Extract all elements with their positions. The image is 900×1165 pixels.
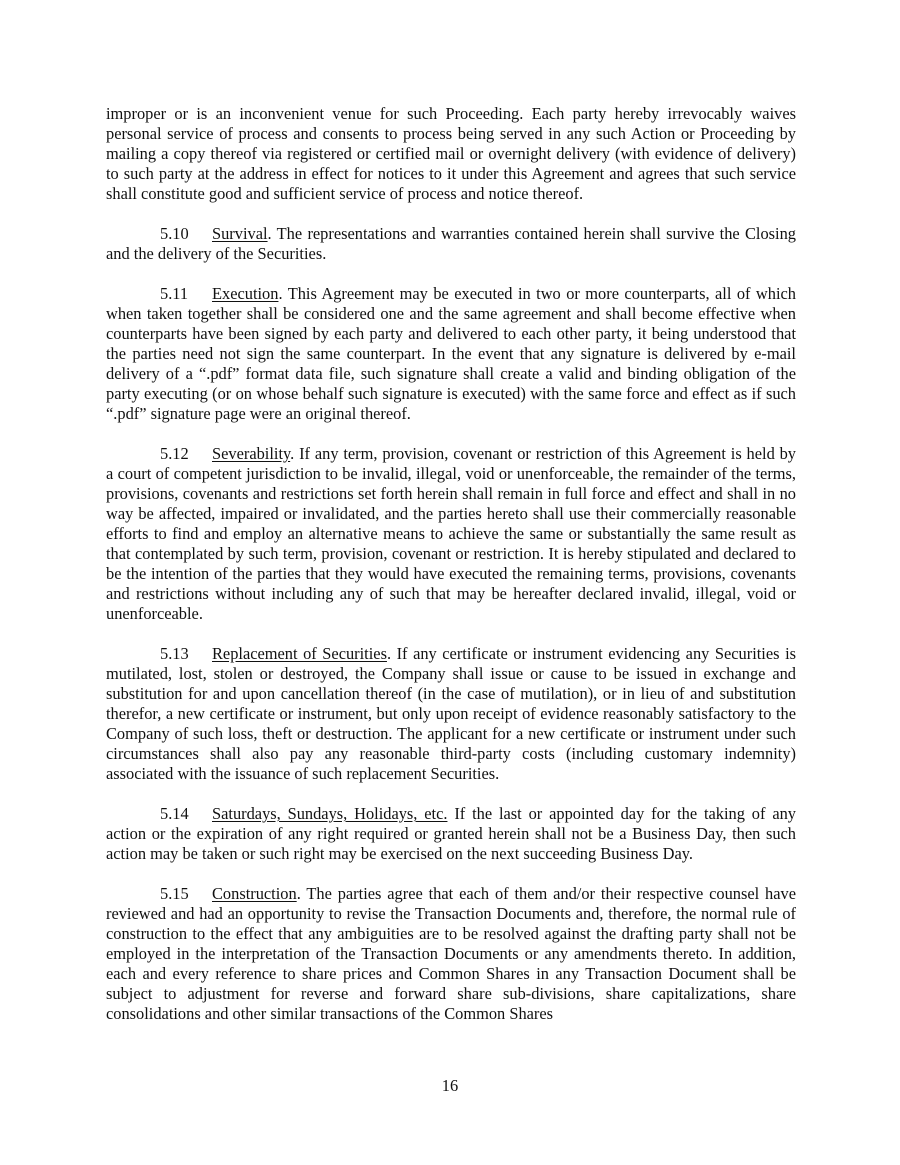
section-number: 5.10 <box>160 224 189 243</box>
section-number: 5.11 <box>160 284 189 303</box>
section-heading: Saturdays, Sundays, Holidays, etc. <box>212 804 448 823</box>
section-body: . This Agreement may be executed in two or more counterparts, all of which when taken together shall be considered one and the same agreement and shall become effective when counterparts have been signed by each party and delivered to each other party, it being understood that the parties need not sign the same counterpart. In the event that any signature is delivered by e-mail delivery of a “.pdf” format data file, such signature shall create a valid and binding obligation of the party executing (or on whose behalf such signature is executed) with the same force and effect as if such “.pdf” signature page were an original thereof. <box>106 284 796 423</box>
section-heading: Execution <box>212 284 279 303</box>
section-5-14 <box>106 804 796 864</box>
page-body <box>106 104 796 1044</box>
section-number: 5.12 <box>160 444 189 463</box>
section-body: . The representations and warranties contained herein shall survive the Closing and the delivery of the Securities. <box>106 224 796 263</box>
section-5-10 <box>106 224 796 264</box>
section-body: . If any certificate or instrument evidencing any Securities is mutilated, lost, stolen or destroyed, the Company shall issue or cause to be issued in exchange and substitution for and upon cancellation thereof (in the case of mutilation), or in lieu of and substitution therefor, a new certificate or instrument, but only upon receipt of evidence reasonably satisfactory to the Company of such loss, theft or destruction. The applicant for a new certificate or instrument under such circumstances shall also pay any reasonable third-party costs (including customary indemnity) associated with the issuance of such replacement Securities. <box>106 644 796 783</box>
section-5-13 <box>106 644 796 784</box>
section-number: 5.14 <box>160 804 189 823</box>
section-heading: Construction <box>212 884 297 903</box>
section-body: . If any term, provision, covenant or restriction of this Agreement is held by a court of competent jurisdiction to be invalid, illegal, void or unenforceable, the remainder of the terms, provisions, covenants and restrictions set forth herein shall remain in full force and effect and shall in no way be affected, impaired or invalidated, and the parties hereto shall use their commercially reasonable efforts to find and employ an alternative means to achieve the same or substantially the same result as that contemplated by such term, provision, covenant or restriction. It is hereby stipulated and declared to be the intention of the parties that they would have executed the remaining terms, provisions, covenants and restrictions without including any of such that may be hereafter declared invalid, illegal, void or unenforceable. <box>106 444 796 623</box>
section-5-15 <box>106 884 796 1024</box>
section-heading: Severability <box>212 444 291 463</box>
section-number: 5.13 <box>160 644 189 663</box>
section-body: . The parties agree that each of them and/or their respective counsel have reviewed and had an opportunity to revise the Transaction Documents and, therefore, the normal rule of construction to the effect that any ambiguities are to be resolved against the drafting party shall not be employed in the interpretation of the Transaction Documents or any amendments thereto. In addition, each and every reference to share prices and Common Shares in any Transaction Document shall be subject to adjustment for reverse and forward share sub-divisions, share capitalizations, share consolidations and other similar transactions of the Common Shares <box>106 884 796 1023</box>
continuation-paragraph: improper or is an inconvenient venue for such Proceeding. Each party hereby irrevocably waives personal service of process and consents to process being served in any such Action or Proceeding by mailing a copy thereof via registered or certified mail or overnight delivery (with evidence of delivery) to such party at the address in effect for notices to it under this Agreement and agrees that such service shall constitute good and sufficient service of process and notice thereof. <box>106 104 796 203</box>
section-5-11 <box>106 284 796 424</box>
section-heading: Survival <box>212 224 268 243</box>
section-5-12 <box>106 444 796 624</box>
section-body: If the last or appointed day for the taking of any action or the expiration of any right required or granted herein shall not be a Business Day, then such action may be taken or such right may be exercised on the next succeeding Business Day. <box>106 804 796 863</box>
page-number: 16 <box>441 1076 459 1095</box>
section-number: 5.15 <box>160 884 189 903</box>
section-heading: Replacement of Securities <box>212 644 387 663</box>
